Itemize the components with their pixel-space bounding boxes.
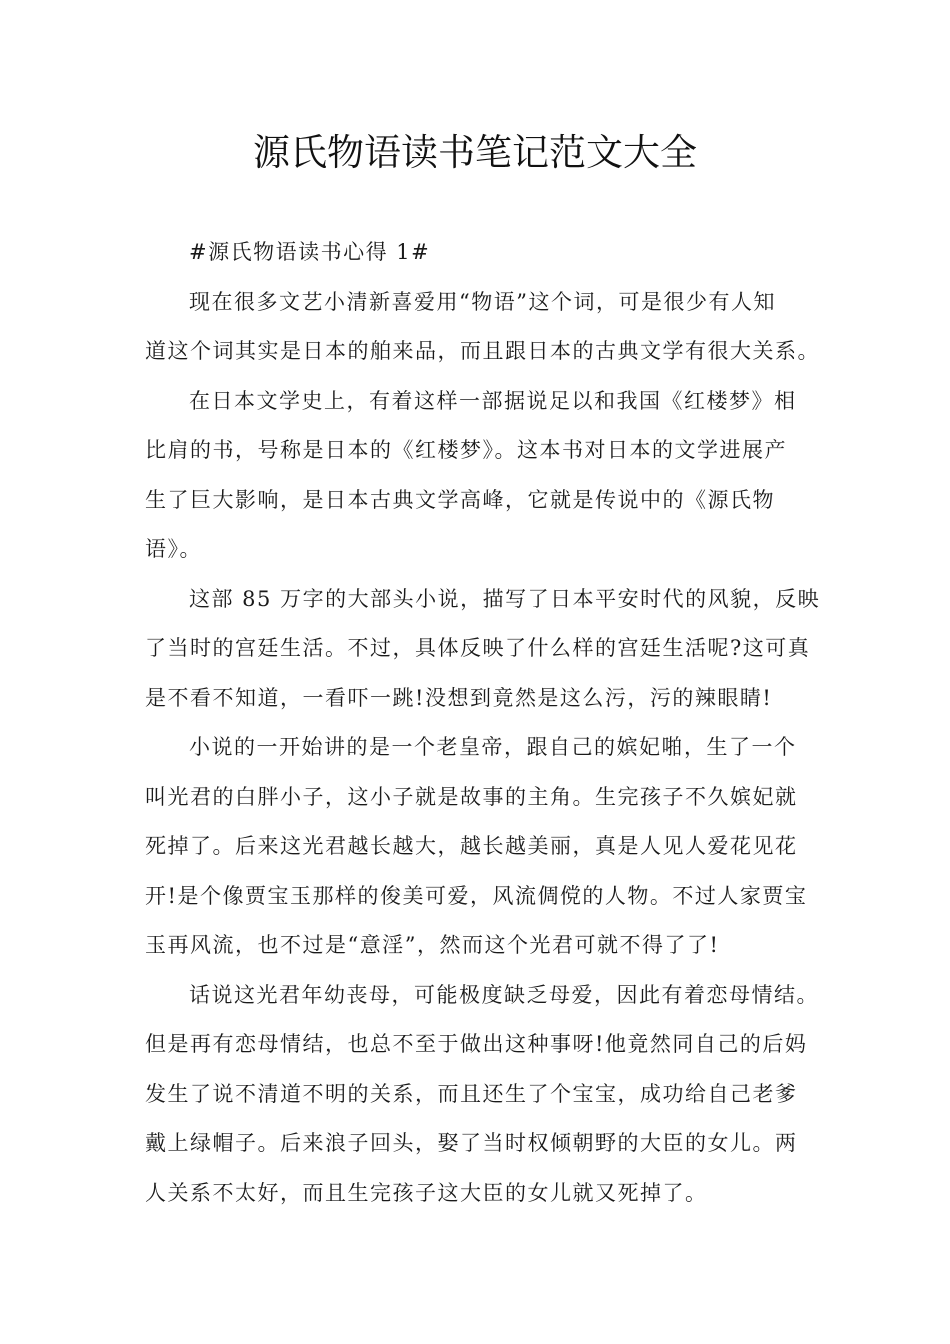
text-line: 在日本文学史上，有着这样一部据说足以和我国《红楼梦》相 bbox=[189, 388, 797, 413]
paragraph bbox=[145, 575, 821, 724]
text-line: 人关系不太好，而且生完孩子这大臣的女儿就又死掉了。 bbox=[145, 1180, 708, 1205]
text-line: 发生了说不清道不明的关系，而且还生了个宝宝，成功给自己老爹 bbox=[145, 1081, 798, 1106]
text-line: 语》。 bbox=[145, 537, 202, 561]
text-line: 但是再有恋母情结，也总不至于做出这种事呀!他竟然同自己的后妈 bbox=[145, 1032, 808, 1056]
text-line: 这部 85 万字的大部头小说，描写了日本平安时代的风貌，反映 bbox=[189, 586, 821, 611]
paragraph bbox=[145, 228, 815, 278]
document-body bbox=[145, 228, 821, 1218]
text-line: 小说的一开始讲的是一个老皇帝，跟自己的嫔妃啪，生了一个 bbox=[189, 735, 797, 759]
text-line: 生了巨大影响，是日本古典文学高峰，它就是传说中的《源氏物 bbox=[145, 487, 775, 512]
paragraph bbox=[145, 971, 819, 1219]
text-line: 叫光君的白胖小子，这小子就是故事的主角。生完孩子不久嫔妃就 bbox=[145, 784, 798, 809]
text-line: #源氏物语读书心得 1# bbox=[189, 240, 431, 264]
text-line: 道这个词其实是日本的舶来品，而且跟日本的古典文学有很大关系。 bbox=[145, 339, 820, 363]
text-line: 是不看不知道，一看吓一跳!没想到竟然是这么污，污的辣眼睛! bbox=[145, 685, 773, 710]
text-line: 话说这光君年幼丧母，可能极度缺乏母爱，因此有着恋母情结。 bbox=[189, 982, 819, 1007]
paragraph bbox=[145, 278, 820, 377]
text-line: 开!是个像贾宝玉那样的俊美可爱，风流倜傥的人物。不过人家贾宝 bbox=[145, 883, 808, 908]
paragraph bbox=[145, 723, 815, 971]
document-title: 源氏物语读书笔记范文大全 bbox=[253, 131, 697, 174]
text-line: 现在很多文艺小清新喜爱用“物语”这个词，可是很少有人知 bbox=[189, 289, 776, 314]
text-line: 比肩的书，号称是日本的《红楼梦》。这本书对日本的文学进展产 bbox=[145, 438, 787, 462]
text-line: 死掉了。后来这光君越长越大，越长越美丽，真是人见人爱花见花 bbox=[145, 834, 798, 858]
text-line: 了当时的宫廷生活。不过，具体反映了什么样的宫廷生活呢?这可真 bbox=[145, 636, 811, 660]
text-line: 戴上绿帽子。后来浪子回头，娶了当时权倾朝野的大臣的女儿。两 bbox=[145, 1131, 798, 1155]
paragraph bbox=[145, 377, 815, 575]
text-line: 玉再风流，也不过是“意淫”，然而这个光君可就不得了了! bbox=[145, 933, 720, 957]
